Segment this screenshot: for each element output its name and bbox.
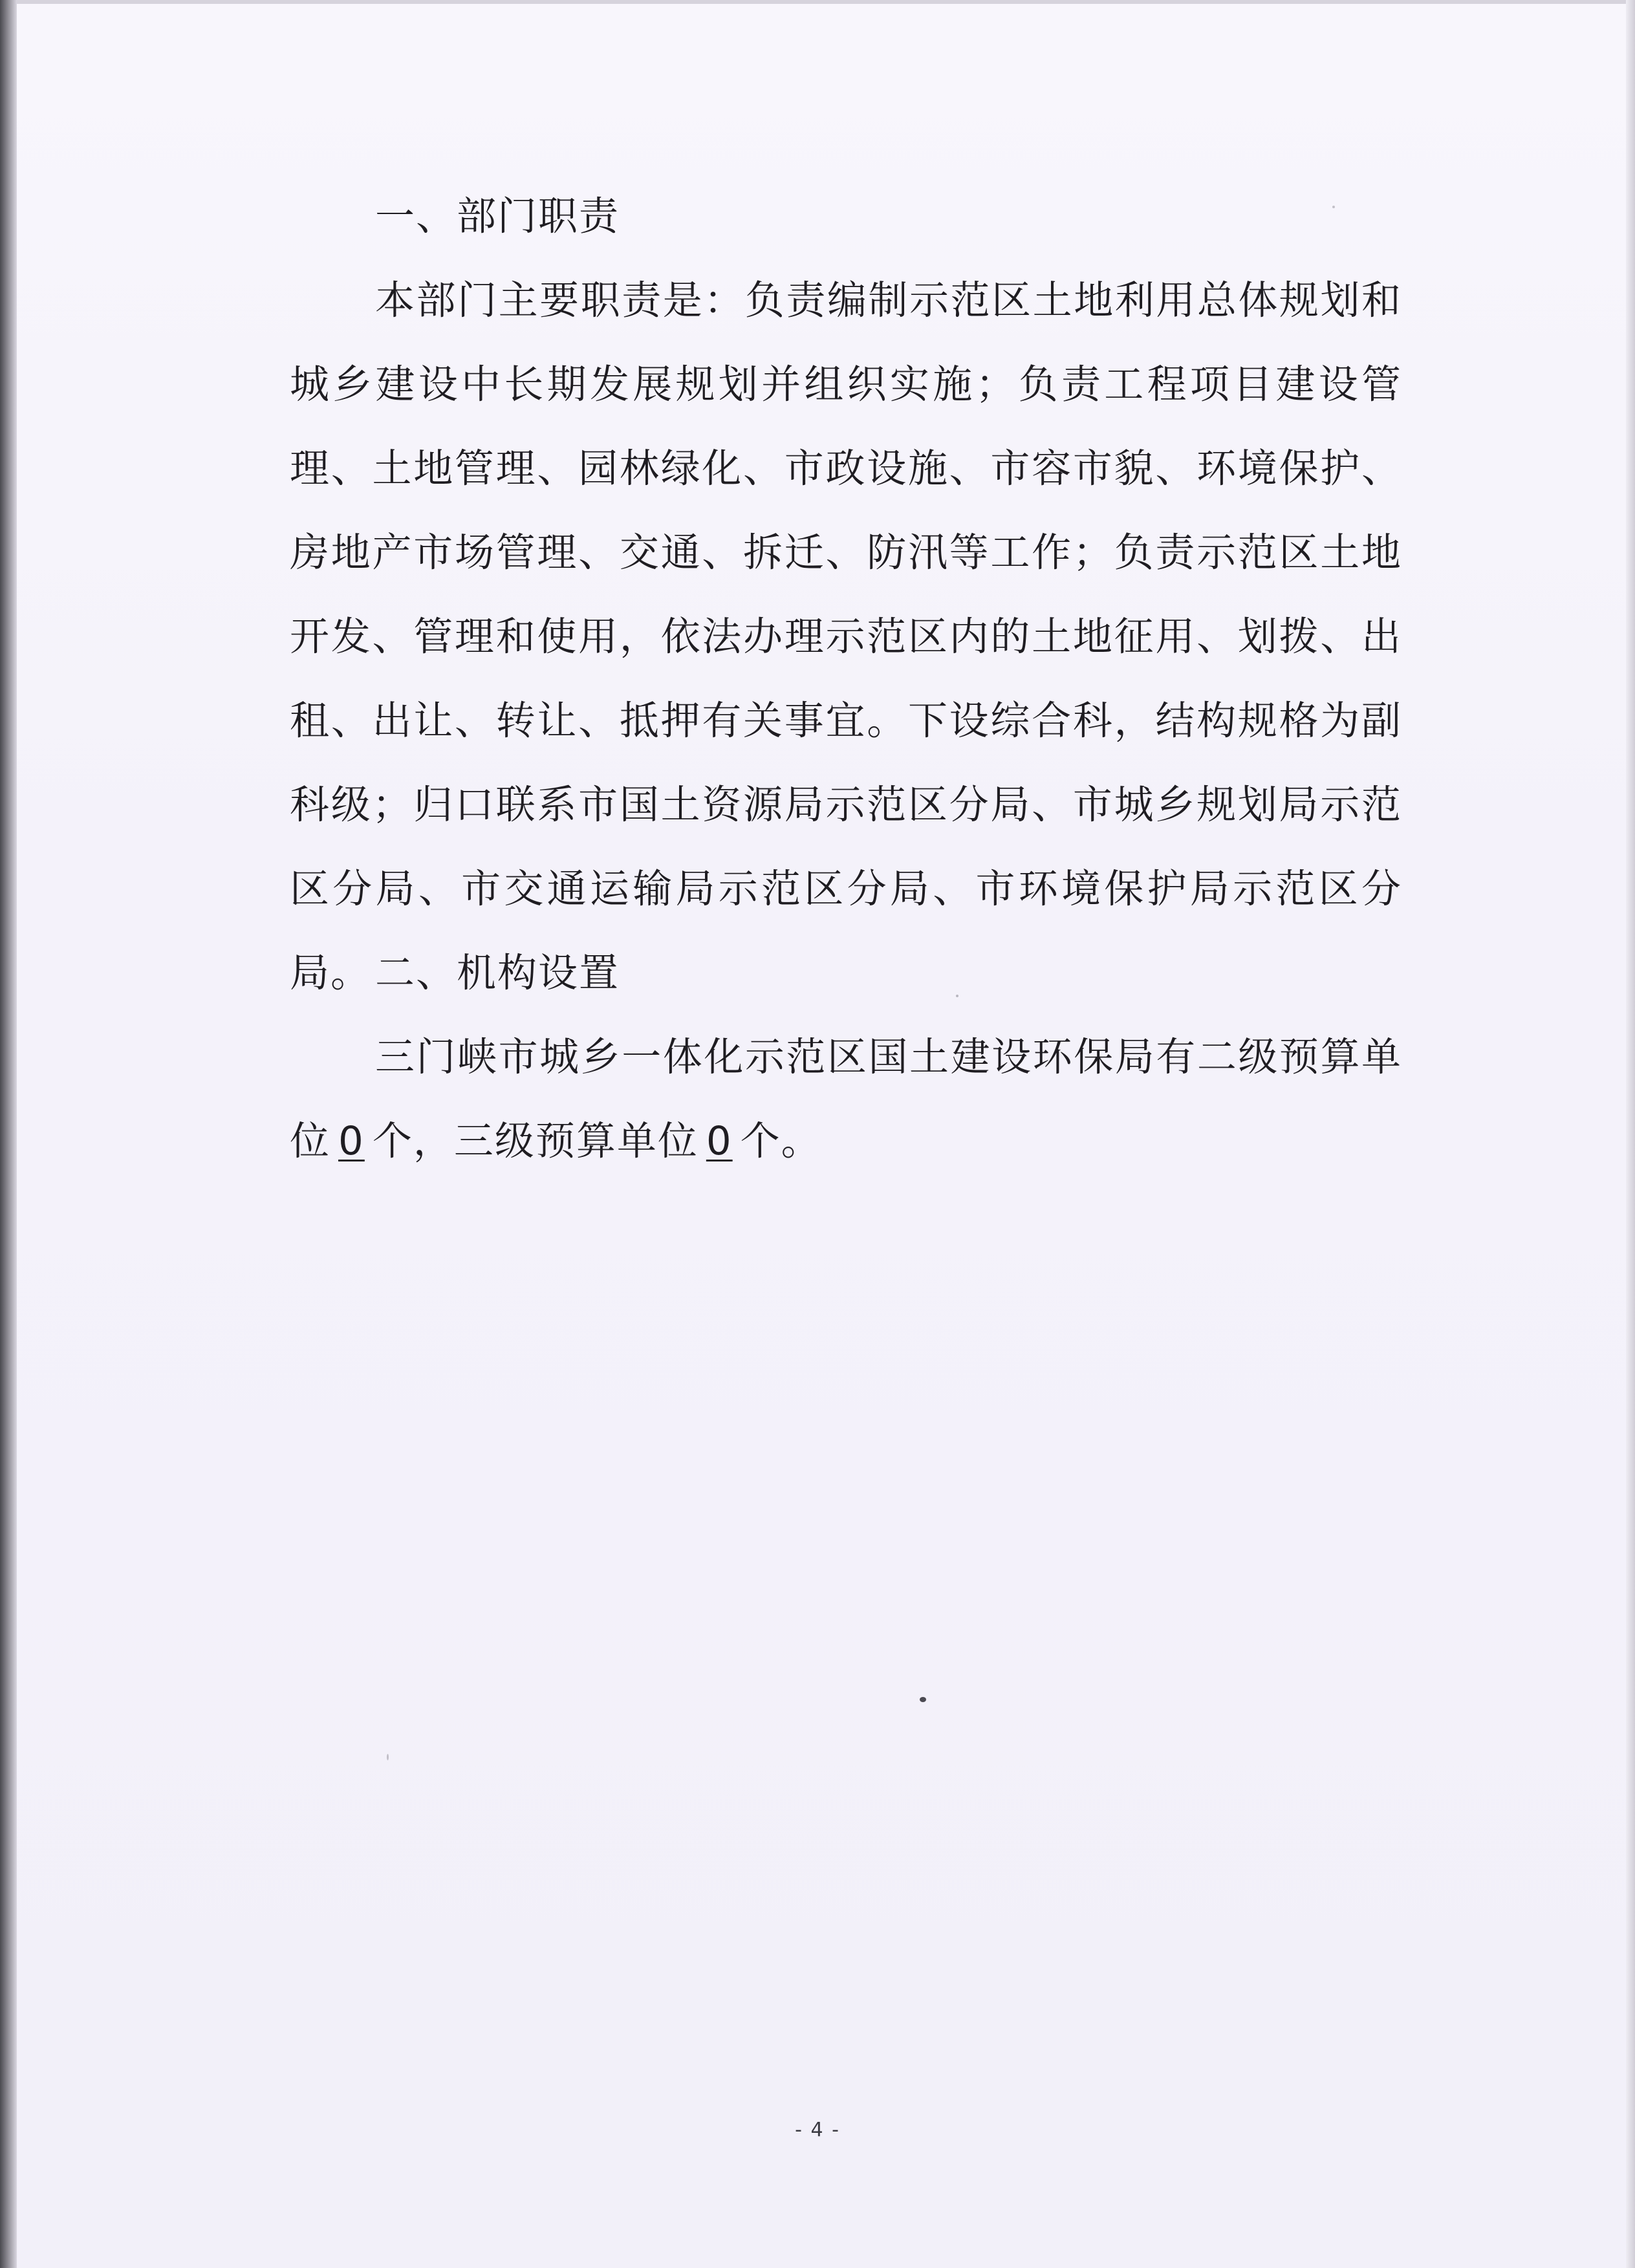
- scan-edge-left: [0, 0, 17, 2268]
- scan-speck: [920, 1697, 926, 1702]
- organization-text-part2: 个，三级预算单位: [372, 1118, 698, 1164]
- organization-text-part1: 三门峡市城乡一体化示范区国土建设环保局有二级预算单位: [290, 1034, 1402, 1164]
- scan-edge-top: [0, 0, 1635, 4]
- scan-edge-right: [1626, 0, 1635, 2268]
- secondary-units-count: 0: [338, 1118, 365, 1164]
- organization-paragraph: [290, 1015, 1402, 1183]
- document-body: [290, 175, 1402, 1183]
- tertiary-units-count: 0: [706, 1118, 733, 1164]
- page-number: - 4 -: [795, 2119, 840, 2141]
- section-heading-responsibilities: 一、部门职责: [375, 193, 620, 239]
- scan-speck: [387, 1754, 389, 1760]
- responsibilities-paragraph: 本部门主要职责是：负责编制示范区土地利用总体规划和城乡建设中长期发展规划并组织实施；负责工程项目建设管理、土地管理、园林绿化、市政设施、市容市貌、环境保护、房地产市场管理、交通、拆迁、防汛等工作；负责示范区土地开发、管理和使用，依法办理示范区内的土地征用、划拨、出租、出让、转让、抵押有关事宜。下设综合科，结构规格为副科级；归口联系市国土资源局示范区分局、市城乡规划局示范区分局、市交通运输局示范区分局、市环境保护局示范区分局。: [290, 277, 1402, 996]
- section-heading-organization: 二、机构设置: [375, 950, 620, 996]
- organization-text-part3: 个。: [740, 1118, 822, 1164]
